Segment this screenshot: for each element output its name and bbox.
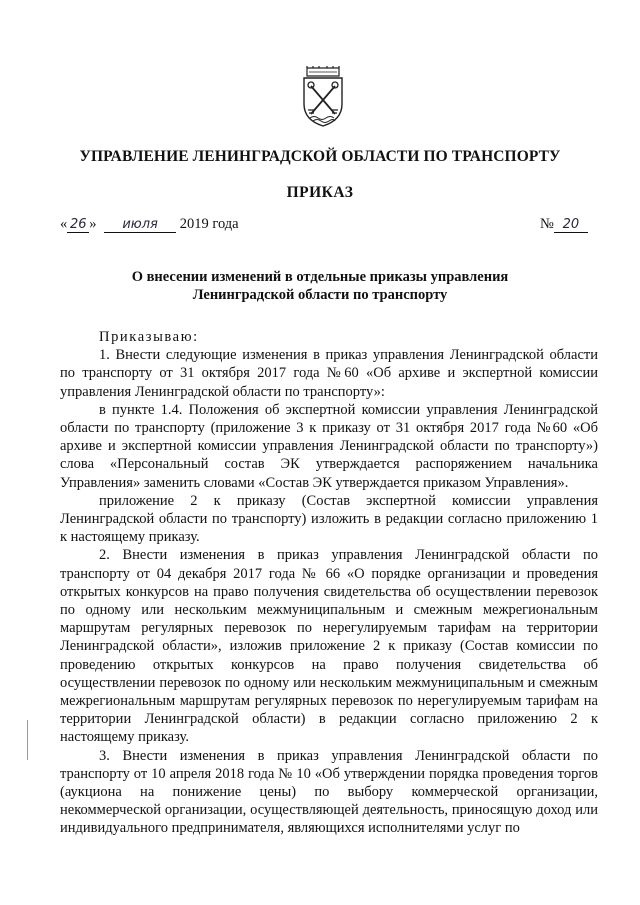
date-year: 2019 года <box>179 216 239 232</box>
order-lead: Приказываю: <box>99 329 199 345</box>
document-type: ПРИКАЗ <box>286 184 354 201</box>
coat-of-arms-icon <box>301 66 345 128</box>
paragraph-1: 1. Внести следующие изменения в приказ управления Ленинградской области по транспорту от 31 октября 2017 года №60 «Об архиве и экспертной комиссии управления Ленинградской области по транспорту»: <box>60 347 598 400</box>
paragraph-3: 3. Внести изменения в приказ управления Ленинградской области по транспорту от 10 апреля 2018 года № 10 «Об утверждении порядка проведения торгов (аукциона на понижение цены) по выбору коммерческой организации, некоммерческой организации, осуществляющей деятельность, приносящую доход или индивидуального предпринимателя, являющихся исполнителями услуг по <box>60 747 598 837</box>
subject-line-2: Ленинградской области по транспорту <box>192 287 448 303</box>
agency-name: УПРАВЛЕНИЕ ЛЕНИНГРАДСКОЙ ОБЛАСТИ ПО ТРАНСПОРТУ <box>79 148 561 165</box>
number-prefix: № <box>540 216 554 232</box>
order-subject <box>80 268 560 304</box>
order-date <box>60 216 239 233</box>
date-close-quote: » <box>89 216 97 232</box>
paragraph-2: 2. Внести изменения в приказ управления Ленинградской области по транспорту от 04 декабря 2017 года № 66 «О порядке организации и проведения открытых конкурсов на право получения свидетельства об осуществлении перевозок по одному или нескольким межмуниципальным и смежным межрегиональным маршрутам регулярных перевозок по нерегулируемым тарифам на территории Ленинградской области», изложив приложение 2 к приказу (Состав комиссии по проведению открытых конкурсов на право получения свидетельства об осуществлении перевозок по одному или нескольким межмуниципальным и смежным межрегиональным маршрутам регулярных перевозок по нерегулируемым тарифам на территории Ленинградской области) в редакции согласно приложению 2 к настоящему приказу. <box>60 547 598 746</box>
paragraph-1-item-b: приложение 2 к приказу (Состав экспертной комиссии управления Ленинградской области по транспорту) изложить в редакции согласно приложению 1 к настоящему приказу. <box>60 492 598 546</box>
date-day: 26 <box>67 217 89 233</box>
paragraph-1-item-a: в пункте 1.4. Положения об экспертной комиссии управления Ленинградской области по транспорту (приложение 3 к приказу от 31 октября 2017 года №60 «Об архиве и экспертной комиссии управления Ленинградской области по транспорту») слова «Персональный состав ЭК утверждается распоряжением начальника Управления» заменить словами «Состав ЭК утверждается приказом Управления». <box>60 401 598 491</box>
order-number <box>540 216 588 233</box>
date-open-quote: « <box>60 216 68 232</box>
number-value: 20 <box>554 217 588 233</box>
subject-line-1: О внесении изменений в отдельные приказы управления <box>131 269 509 285</box>
date-month: июля <box>104 217 176 233</box>
scan-margin-mark <box>27 720 28 760</box>
order-body <box>60 328 598 838</box>
